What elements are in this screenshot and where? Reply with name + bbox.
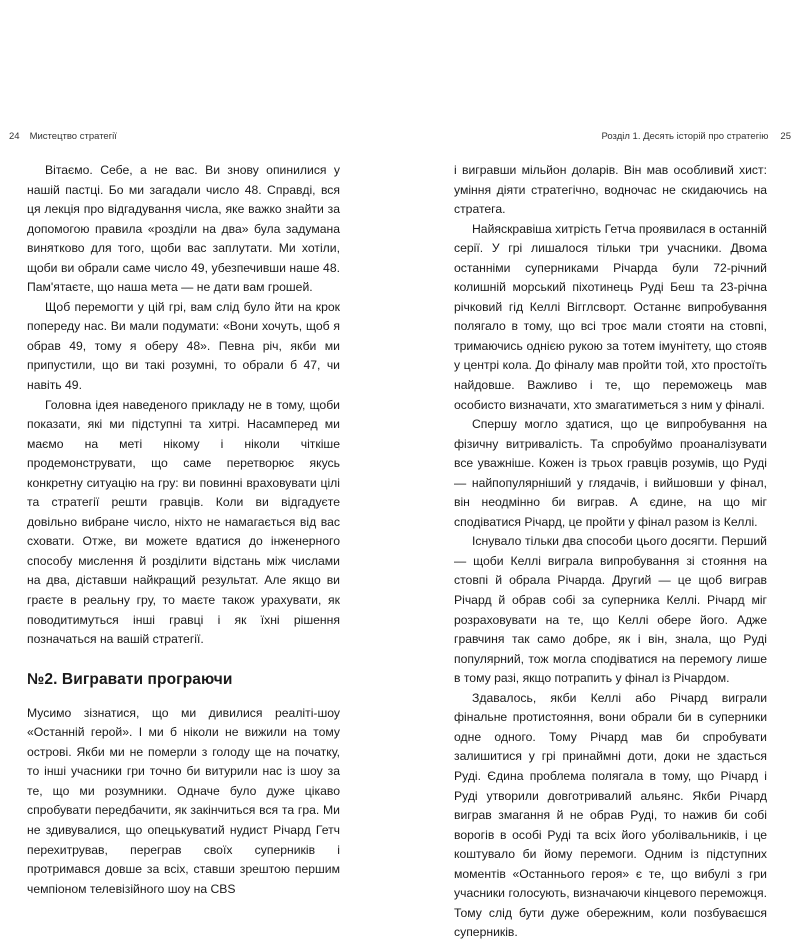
paragraph: Головна ідея наведеного прикладу не в тому, щоби показати, які ми підступні та хитрі. Насамперед ми маємо на меті нікому і ніколи чіткіше продемонструвати, що саме перетворює якусь конкретну ситуацію на гру: ви повинні враховувати цілі та стратегії решти гравців. Коли ви відгадуєте довільно вибране число, ніхто не намагається від вас сховати. Отже, ви можете вдатися до інженерного способу мислення й розділити відстань між числами на два, діставши найкращий результат. Але якщо ви граєте в реальну гру, то маєте також урахувати, як поводитимуться інші гравці і як їхні рішення позначаться на вашій стратегії. (27, 397, 340, 647)
paragraph: Щоб перемогти у цій грі, вам слід було йти на крок попереду нас. Ви мали подумати: «Вони хочуть, щоб я обрав 49, тому я оберу 48». Певна річ, якби ми припустили, що ви такі розумні, то обрали б 47, чи навіть 49. (27, 299, 340, 393)
section-heading: №2. Вигравати програючи (27, 670, 233, 688)
book-title: Мистецтво стратегії (29, 131, 117, 142)
chapter-title: Розділ 1. Десять історій про стратегію (601, 131, 769, 142)
paragraph: Існувало тільки два способи цього досягти. Перший — щоби Келлі виграла випробування зі стояння на стовпі й обрала Річарда. Другий — це щоб виграв Річард й обрав собі за суперника Келлі. Річард міг розраховувати на те, що Келлі обере його. Адже гравчиня так само добре, як і він, знала, що Руді популярний, тож могла сподіватися на перемогу лише в тому разі, якщо потрапить у фінал із Річардом. (454, 534, 767, 686)
paragraph: Здавалось, якби Келлі або Річард виграли фінальне протистояння, вони обрали би в суперники одне одного. Тому Річард мав би спробувати залишитися у грі принаймні доти, доки не здасться Руді. Єдина проблема полягала в тому, що Річард і Руді утворили довготривалий альянс. Якби Річард виграв змагання й не обрав Руді, то нажив би собі ворогів в особі Руді та всіх його уболівальників, і це коштувало би йому перемоги. Одним із підступних моментів «Останнього героя» є те, що вибулі з гри учасники голосують, визначаючи кінцевого переможця. Тому слід бути дуже обережним, коли позбуваєшся суперників. (454, 690, 767, 940)
right-page-body (454, 161, 767, 943)
paragraph: Найяскравіша хитрість Гетча проявилася в останній серії. У грі лишалося тільки три учасники. Двома останніми суперниками Річарда були 72-річний колишній морський піхотинець Руді Беш та 23-річна річковий гід Келлі Вігглсворт. Останнє випробування полягало в тому, що всі троє мали стояти на стовпі, тримаючись однією рукою за тотем імунітету, що стояв у центрі кола. До фіналу мав пройти той, хто простоїть найдовше. Важливо і те, що переможець мав особисто визначати, хто змагатиметься з ним у фіналі. (454, 221, 767, 412)
paragraph: Мусимо зізнатися, що ми дивилися реаліті-шоу «Останній герой». І ми б ніколи не вижили на тому острові. Якби ми не померли з голоду ще на початку, то інші учасники гри точно би витурили нас із шоу за те, що ми розумники. Одначе було дуже цікаво спробувати передбачити, як закінчиться вся та гра. Ми не здивувалися, що опецькуватий нудист Річард Гетч перехитрував, переграв своїх суперників і протримався довше за всіх, ставши зрештою першим чемпіоном телевізійного шоу на CBS (27, 705, 340, 896)
page-number-left: 24 (9, 131, 20, 142)
paragraph: Спершу могло здатися, що це випробування на фізичну витривалість. Та спробуймо проаналізувати все уважніше. Кожен із трьох гравців розумів, що Руді — найпопулярніший у глядачів, і вийшовши у фінал, він неодмінно би виграв. А єдине, на що міг сподіватися Річард, це пройти у фінал разом із Келлі. (454, 417, 767, 529)
paragraph: і вигравши мільйон доларів. Він мав особливий хист: уміння діяти стратегічно, водночас не скидаючись на стратега. (454, 163, 767, 217)
paragraph: Вітаємо. Себе, а не вас. Ви знову опинилися у нашій пастці. Бо ми загадали число 48. Справді, вся ця лекція про відгадування числа, яке важко знайти за допомогою правила «розділи на два» була задумана винятково для того, щоби вас заплутати. Ми хотіли, щоби ви обрали саме число 49, убезпечивши наше 48. Пам'ятаєте, що наша мета — не дати вам грошей. (27, 163, 340, 295)
left-page-body (27, 161, 340, 899)
running-head-right (601, 131, 791, 143)
running-head-left (9, 131, 117, 143)
page-number-right: 25 (780, 131, 791, 142)
